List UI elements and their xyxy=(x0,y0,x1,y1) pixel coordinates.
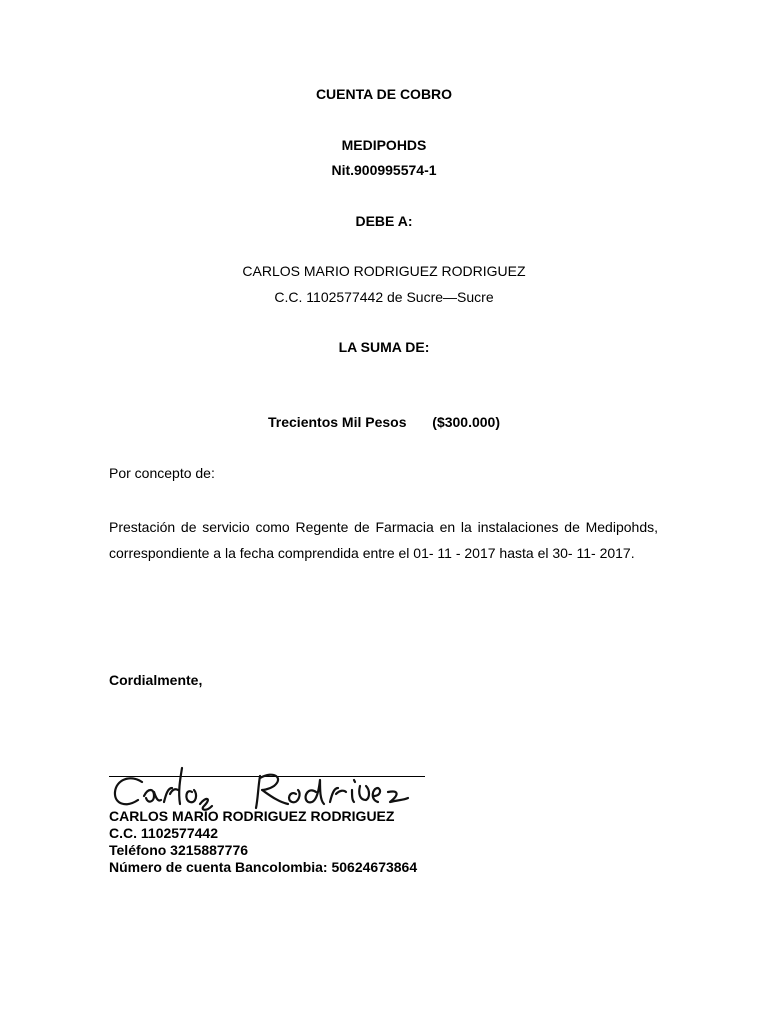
amount-words: Trecientos Mil Pesos xyxy=(268,414,407,430)
company-name: MEDIPOHDS xyxy=(341,137,427,153)
amount-label: LA SUMA DE: xyxy=(338,339,430,355)
signer-bank-account: Número de cuenta Bancolombia: 50624673864 xyxy=(109,859,418,875)
document-title: CUENTA DE COBRO xyxy=(315,86,453,102)
creditor-name: CARLOS MARIO RODRIGUEZ RODRIGUEZ xyxy=(242,263,526,279)
amount-line xyxy=(0,413,768,431)
owes-to-label: DEBE A: xyxy=(355,213,413,229)
signature-block xyxy=(109,808,417,876)
signer-phone: Teléfono 3215887776 xyxy=(109,842,249,858)
concept-label: Por concepto de: xyxy=(109,465,215,481)
creditor-id: C.C. 1102577442 de Sucre—Sucre xyxy=(274,289,494,305)
signer-name: CARLOS MARIO RODRIGUEZ RODRIGUEZ xyxy=(109,808,395,824)
closing-salutation: Cordialmente, xyxy=(109,672,203,688)
concept-description: Prestación de servicio como Regente de Farmacia en la instalaciones de Medipohds, correspondiente a la fecha comprendida entre el 01- 11 - 2017 hasta el 30- 11- 2017. xyxy=(109,519,658,561)
amount-figure: ($300.000) xyxy=(432,414,500,430)
company-nit: Nit.900995574-1 xyxy=(331,162,437,178)
signer-id: C.C. 1102577442 xyxy=(109,825,218,841)
